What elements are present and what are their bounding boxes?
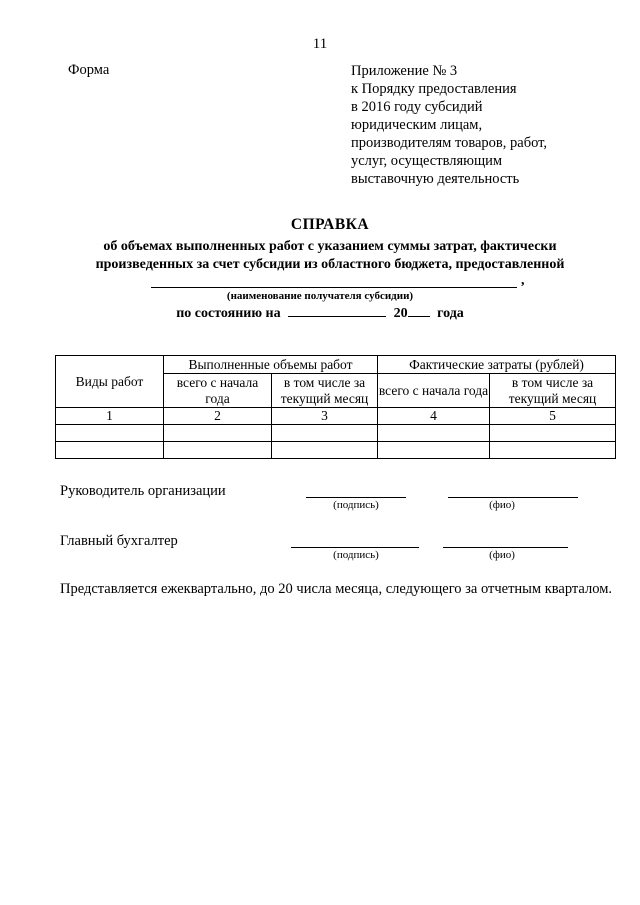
table-cell[interactable] [272, 425, 378, 442]
title-block [60, 216, 600, 274]
date-blank[interactable] [288, 304, 386, 317]
accountant-name-line[interactable] [443, 546, 568, 548]
subtitle-line: об объемах выполненных работ с указанием суммы затрат, фактически [103, 239, 557, 254]
table-row [56, 442, 616, 459]
subheader-total-year: всего с начала года [164, 374, 272, 408]
document-title: СПРАВКА [290, 216, 370, 233]
appendix-line: юридическим лицам, [351, 117, 483, 133]
manager-label: Руководитель организации [60, 483, 226, 499]
table-header-row [56, 356, 616, 374]
appendix-line: выставочную деятельность [351, 171, 520, 187]
year-blank[interactable] [408, 304, 430, 317]
as-of-suffix: года [437, 306, 464, 321]
column-number: 5 [490, 408, 616, 425]
table-cell[interactable] [378, 442, 490, 459]
column-number: 1 [56, 408, 164, 425]
recipient-comma: , [521, 273, 525, 288]
column-number: 4 [378, 408, 490, 425]
manager-signature-line[interactable] [306, 496, 406, 498]
table-cell[interactable] [56, 425, 164, 442]
chief-accountant-label: Главный бухгалтер [60, 533, 178, 549]
page-number: 11 [312, 36, 328, 52]
column-number: 2 [164, 408, 272, 425]
manager-name-line[interactable] [448, 496, 578, 498]
table-cell[interactable] [272, 442, 378, 459]
submission-note: Представляется ежеквартально, до 20 числа месяца, следующего за отчетным кварталом. [60, 581, 613, 597]
form-label: Форма [68, 62, 110, 78]
header-completed-volumes: Выполненные объемы работ [164, 356, 378, 374]
as-of-date-row [0, 304, 640, 322]
recipient-name-blank[interactable] [151, 286, 517, 288]
recipient-caption: (наименование получателя субсидии) [226, 290, 414, 302]
appendix-line: Приложение № 3 [351, 63, 458, 79]
appendix-line: к Порядку предоставления [351, 81, 517, 97]
table-cell[interactable] [56, 442, 164, 459]
accountant-name-caption: (фио) [489, 549, 515, 561]
header-actual-costs: Фактические затраты (рублей) [378, 356, 616, 374]
as-of-prefix: по состоянию на [176, 306, 281, 321]
accountant-signature-line[interactable] [291, 546, 419, 548]
year-prefix: 20 [393, 306, 408, 321]
appendix-header [351, 62, 547, 188]
appendix-line: производителям товаров, работ, [351, 135, 548, 151]
manager-name-caption: (фио) [489, 499, 515, 511]
appendix-line: услуг, осуществляющим [351, 153, 503, 169]
appendix-line: в 2016 году субсидий [351, 99, 483, 115]
table-row [56, 425, 616, 442]
subheader-current-month: в том числе за текущий месяц [490, 374, 616, 408]
column-number: 3 [272, 408, 378, 425]
subheader-total-year: всего с начала года [378, 374, 490, 408]
header-work-types: Виды работ [56, 356, 164, 408]
table-cell[interactable] [490, 425, 616, 442]
table-cell[interactable] [164, 442, 272, 459]
table-cell[interactable] [378, 425, 490, 442]
manager-signature-caption: (подпись) [333, 499, 379, 511]
accountant-signature-caption: (подпись) [333, 549, 379, 561]
report-table [55, 355, 616, 459]
table-cell[interactable] [490, 442, 616, 459]
subtitle-line: произведенных за счет субсидии из областного бюджета, предоставленной [95, 257, 565, 272]
table-cell[interactable] [164, 425, 272, 442]
subheader-current-month: в том числе за текущий месяц [272, 374, 378, 408]
table-column-numbers-row [56, 408, 616, 425]
